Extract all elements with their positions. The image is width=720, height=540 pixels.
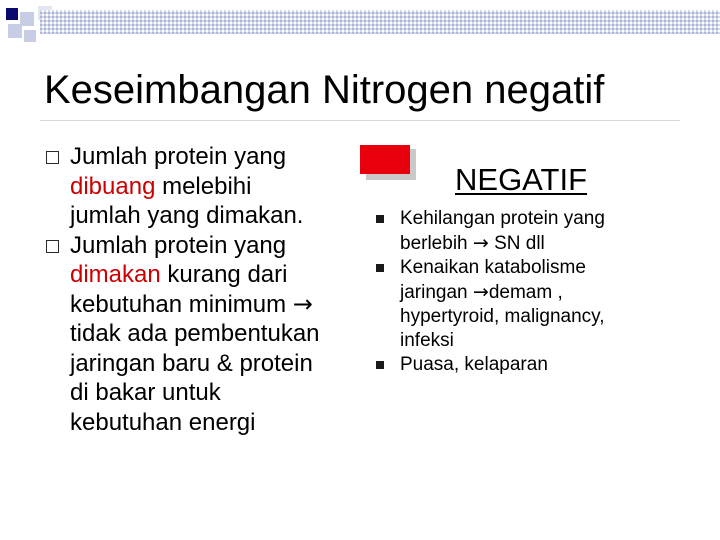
bullet-line (400, 231, 676, 256)
bullet-line: tidak ada pembentukan (70, 320, 320, 347)
bullet-line (70, 290, 372, 320)
bullet-line: Puasa, kelaparan (400, 354, 548, 375)
bullet-text: melebihi (155, 172, 252, 200)
bullet-text: jaringan (400, 282, 473, 303)
emphasis-text: dibuang (70, 172, 156, 200)
bullet-line (400, 280, 676, 305)
bullet-line: Kehilangan protein yang (400, 208, 605, 229)
bullet-text: kurang dari (160, 261, 288, 288)
filled-square-icon (376, 264, 384, 272)
bullet-text: kebutuhan minimum (70, 290, 287, 318)
decor-top-band (40, 10, 720, 34)
decor-square-lavender (20, 12, 34, 26)
right-arrow-icon: → (292, 289, 313, 318)
hollow-square-icon (46, 240, 59, 253)
decor-square-navy (6, 8, 18, 20)
title-divider (40, 120, 680, 121)
filled-square-icon (376, 361, 384, 369)
bullet-line (70, 172, 372, 202)
negatif-heading: NEGATIF (455, 162, 588, 197)
slide-title: Keseimbangan Nitrogen negatif (44, 68, 605, 112)
bullet-line: infeksi (400, 330, 454, 351)
bullet-text: SN dll (488, 233, 545, 254)
left-bullet-item (42, 142, 372, 231)
bullet-line (70, 260, 372, 290)
right-arrow-icon: → (472, 281, 489, 303)
emphasis-text: dimakan (70, 261, 161, 288)
right-bullet-item (376, 256, 676, 353)
right-bullet-list (376, 207, 676, 377)
bullet-line: Jumlah protein yang (70, 231, 287, 259)
left-bullet-item (42, 231, 372, 438)
bullet-text: berlebih (400, 233, 473, 254)
red-box (360, 144, 410, 174)
bullet-line: hypertyroid, malignancy, (400, 306, 605, 327)
decor-square-lavender (8, 24, 22, 38)
hollow-square-icon (46, 151, 59, 164)
right-bullet-item (376, 353, 676, 377)
right-arrow-icon: → (472, 232, 489, 254)
bullet-line: jumlah yang dimakan. (70, 202, 304, 229)
left-bullet-list (42, 142, 372, 437)
filled-square-icon (376, 215, 384, 223)
bullet-line: Jumlah protein yang (70, 143, 287, 170)
decor-square-lavender (24, 30, 36, 42)
right-bullet-item (376, 207, 676, 256)
bullet-line: kebutuhan energi (70, 408, 256, 436)
bullet-line: jaringan baru & protein (70, 349, 313, 377)
bullet-line: di bakar untuk (70, 379, 221, 406)
bullet-text: demam , (488, 282, 563, 303)
bullet-line: Kenaikan katabolisme (400, 257, 586, 278)
